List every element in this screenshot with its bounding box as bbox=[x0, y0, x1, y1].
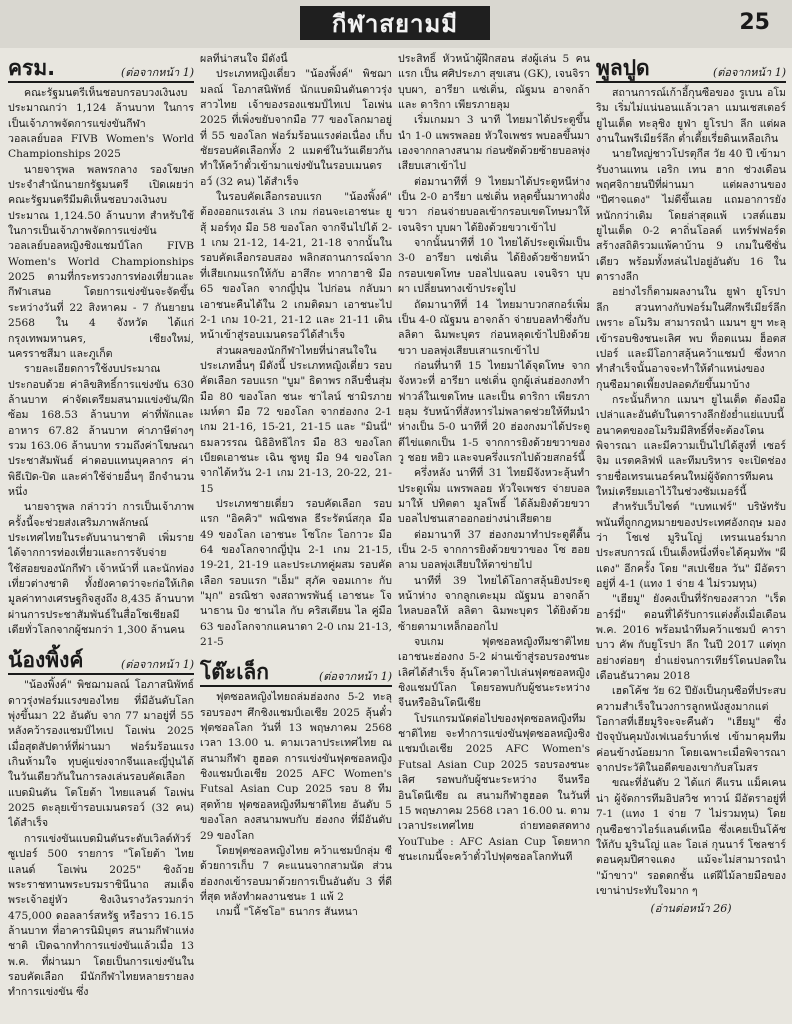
paragraph: รายละเอียดการใช้งบประมาณประกอบด้วย ค่าลิขสิทธิ์การแข่งขัน 630 ล้านบาท ค่าจัดเตรียมสนามแข่งขัน/ฝึกซ้อม 168.53 ล้านบาท ค่าที่พักและอาหาร 67.82 ล้านบาท ค่าภาษีต่างๆ รวม 163.06 ล้านบาท รวมถึงค่าโฆษณาประชาสัมพันธ์ ค่าตอบแทนบุคลากร ค่าพิธีเปิด-ปิด และค่าใช้จ่ายอื่นๆ อีกจำนวนหนึ่ง bbox=[8, 363, 194, 498]
page-masthead bbox=[0, 0, 792, 48]
article-header-nong-pink bbox=[8, 648, 194, 675]
paragraph: กระนั้นก็หาก แมนฯ ยูไนเต็ด ต้องมือเปล่าและอันดับในตารางลีกยังย่ำแย่แบบนี้ อนาคตของอโมริมมีสิทธิ์ที่จะต้องโดนพิจารณา และมีความเป็นไปได้สูงที่ เซอร์จิม แรตคลิฟฟ์ และทีมบริหาร จะเปิดช่องรายชื่อเทรนเนอร์คนใหม่ผู้จัดการทีมคนใหม่เตรียมเอาไว้ในช่วงซัมเมอร์นี้ bbox=[596, 393, 786, 498]
paragraph: ส่วนผลของนักกีฬาไทยที่น่าสนใจในประเภทอื่นๆ มีดังนี้ ประเภทหญิงเดี่ยว รอบคัดเลือก รอบแรก "บูม" ธิดาพร กลีบชื่นสุ่ม มือ 80 ของโลก ชนะ ชาไลน์ ชามิรภาย เมห์ตา มือ 72 ของโลก จากฮ่องกง 2-1 เกม 21-16, 15-21, 21-15 และ "มินนี่" ธมลวรรณ นิธิอิทธิไกร มือ 83 ของโลก เบียดเอาชนะ เฉิน ซูหยู มือ 94 ของโลก จากไต้หวัน 2-1 เกม 21-13, 20-22, 21-15 bbox=[200, 344, 392, 495]
paragraph: นายจารุพล กล่าวว่า การเป็นเจ้าภาพครั้งนี้จะช่วยส่งเสริมภาพลักษณ์ประเทศไทยในระดับนานาชาติ เพิ่มรายได้จากการท่องเที่ยวและการจับจ่ายใช้สอยของนักกีฬา เจ้าหน้าที่ และนักท่องเที่ยวต่างชาติ ทั้งยังคาดว่าจะก่อให้เกิดมูลค่าทางเศรษฐกิจสูงถึง 8,435 ล้านบาท ผ่านการประชาสัมพันธ์ในสื่อโซเชียลมีเดียทั่วโลกจากผู้ชมกว่า 1,300 ล้านคน bbox=[8, 501, 194, 637]
column-1 bbox=[8, 52, 194, 1020]
article-title: พูลปูด bbox=[596, 56, 650, 80]
paragraph: ถัดมานาทีที่ 14 ไทยมาบวกสกอร์เพิ่มเป็น 4-0 ณัฐมน อาจกล้า จ่ายบอลทำซึ่งกับ ลลิตา ฉิมพะบุตร ก่อนหลุดเข้าไปยิงด้วยขวา บอลพุ่งเสียบเสาแรกเข้าไป bbox=[398, 298, 590, 357]
continued-on-page-note: (อ่านต่อหน้า 26) bbox=[650, 902, 732, 916]
page-number: 25 bbox=[739, 10, 770, 35]
section-title: กีฬาสยามมี bbox=[300, 6, 490, 40]
paragraph: "เฮียมู" ยังคงเป็นที่รักของสาวก "เร็ด อาร์มี่" ตอนที่ได้รับการแต่งตั้งเมื่อเดือน พ.ค. 2016 พร้อมนำทีมคว้าแชมป์ คาราบาว คัพ กับยูโรปา ลีก ในปี 2017 แต่ทุกอย่างต่อยๆ ย่ำแย่จนการเทียร์โดนปลดในเดือนธันวาคม 2018 bbox=[596, 593, 786, 683]
column-2 bbox=[200, 52, 392, 1020]
paragraph: คณะรัฐมนตรีเห็นชอบกรอบวงเงินงบประมาณกว่า 1,124 ล้านบาท ในการเป็นเจ้าภาพจัดการแข่งขันกีฬาวอลเลย์บอล FIVB Women's World Championships 2025 bbox=[8, 87, 194, 161]
paragraph: "น้องพิ้งค์" พิชฌามลณ์ โอภาสนิพัทธ์ ดาวรุ่งฟอร์มแรงของไทย ที่มีอันดับโลกพุ่งขึ้นมา 22 อันดับ จาก 77 มาอยู่ที่ 55 หลังคว้ารองแชมป์ไทเป โอเพ่น 2025 เมื่อสุดสัปดาห์ที่ผ่านมา ฟอร์มร้อนแรงเกินห้ามใจ ทุบคู่แข่งจากจีนและญี่ปุ่นได้ในวันเดียวกันในการลงเล่นรอบคัดเลือกแบดมินตัน โตโยต้า ไทยแลนด์ โอเพ่น 2025 ตะลุยเข้ารอบเมนดรอว์ (32 คน) ได้สำเร็จ bbox=[8, 679, 194, 830]
column-4 bbox=[596, 52, 786, 1020]
continued-note: (ต่อจากหน้า 1) bbox=[712, 66, 786, 79]
paragraph: การแข่งขันแบดมินตันระดับเวิลด์ทัวร์ ซูเปอร์ 500 รายการ "โตโยต้า ไทยแลนด์ โอเพ่น 2025" ชิงถ้วยพระราชทานพระบรมราชินีนาถ สมเด็จพระเจ้าอยู่หัว ชิงเงินรางวัลรวมกว่า 475,000 ดอลลาร์สหรัฐ หรือราว 16.15 ล้านบาท ที่อาคารนิมิบุตร สนามกีฬาแห่งชาติ เปิดฉากทำการแข่งขันแล้วเมื่อ 13 พ.ค. ที่ผ่านมา โดยเป็นการแข่งขันในรอบคัดเลือก มีนักกีฬาไทยหลายรายลงทำการแข่งขัน ซึ่ง bbox=[8, 832, 194, 999]
paragraph: นายจารุพล พลพรกลาง รองโฆษกประจำสำนักนายกรัฐมนตรี เปิดเผยว่า คณะรัฐมนตรีมีมติเห็นชอบวงเงินงบประมาณ 1,124.50 ล้านบาท สำหรับใช้ในการเป็นเจ้าภาพจัดการแข่งขันวอลเลย์บอลหญิงชิงแชมป์โลก FIVB Women's World Championships 2025 ตามที่กระทรวงการท่องเที่ยวและกีฬาเสนอ โดยการแข่งขันจะจัดขึ้นระหว่างวันที่ 22 สิงหาคม - 7 กันยายน 2568 ใน 4 จังหวัด ได้แก่ กรุงเทพมหานคร, เชียงใหม่, นครราชสีมา และภูเก็ต bbox=[8, 163, 194, 360]
article-title: โต๊ะเล็ก bbox=[200, 660, 269, 685]
paragraph: ต่อมานาทีที่ 9 ไทยมาได้ประตูหนีห่างเป็น 2-0 อารียา แซ่เติ่น หลุดขึ้นมาทางฝั่งขวา ก่อนจ่ายบอลเข้ากรอบเขตโทษมาให้ เจนจิรา บุบผา ได้ยิงด้วยขวาเข้าไป bbox=[398, 175, 590, 234]
paragraph: ครึ่งหลัง นาทีที่ 31 ไทยมีจังหวะลุ้นทำประตูเพิ่ม แพรพลอย หัวใจเพชร จ่ายบอลมาให้ ปทิตตา มูลโพธิ์ ได้ล้มยิงด้วยขวา บอลไปชนเสาออกอย่างน่าเสียดาย bbox=[398, 467, 590, 526]
paragraph: ผลที่น่าสนใจ มีดังนี้ bbox=[200, 53, 288, 65]
paragraph: ประเภทชายเดี่ยว รอบคัดเลือก รอบแรก "อิคคิว" พณิชพล ธีระรัตน์สกุล มือ 49 ของโลก เอาชนะ โซโกะ โอกาวะ มือ 64 ของโลกจากญี่ปุ่น 2-1 เกม 21-15, 19-21, 21-19 และประเภทคู่ผสม รอบคัดเลือก รอบแรก "เอ็ม" สุภัค จอมเกาะ กับ "มุก" อรณิชา จงสถาพรพันธุ์ เอาชนะ โจนาธาน บิง ชานไล กับ คริสเตียน ไล คู่มือ 63 ของโลกจากแคนาดา 2-0 เกม 21-13, 21-5 bbox=[200, 497, 392, 649]
paragraph: ประสิทธิ์ หัวหน้าผู้ฝึกสอน ส่งผู้เล่น 5 คนแรก เป็น ศศิประภา สุขเสน (GK), เจนจิรา บุบผา, อารียา แซ่เติ่น, ณัฐมน อาจกล้า และ ดาริกา เพียรภายลุม bbox=[398, 53, 590, 112]
continued-note: (ต่อจากหน้า 1) bbox=[318, 670, 392, 684]
column-3 bbox=[398, 52, 590, 1020]
article-title: ครม. bbox=[8, 56, 56, 80]
paragraph: นายใหญ่ชาวโปรตุกีส วัย 40 ปี เข้ามารับงานแทน เอริก เทน ฮาก ช่วงเดือนพฤศจิกายนปีที่ผ่านมา แต่ผลงานของ "ปีศาจแดง" ไม่ดีขึ้นเลย แถมอาการยังหนักกว่าเดิม โดยล่าสุดแพ้ เวสต์แฮม ยูไนเต็ด 0-2 คาถิ่นโอลด์ แทร์ฟฟอร์ด สร้างสถิติรวมแพ้คาบ้าน 9 เกมในซีซั่นเดียว พร้อมทั้งหล่นไปอยู่อันดับ 16 ในตารางลีก bbox=[596, 148, 786, 284]
article-header-futsal bbox=[200, 660, 392, 687]
paragraph: เริ่มเกมมา 3 นาที ไทยมาได้ประตูขึ้นนำ 1-0 แพรพลอย หัวใจเพชร พบอลขึ้นมาเองจากกลางสนาม ก่อนซัดด้วยซ้ายบอลพุ่งเสียบเสาเข้าไป bbox=[398, 114, 590, 173]
paragraph: ก่อนที่นาที 15 ไทยมาได้จุดโทษ จากจังหวะที่ อารียา แซ่เติ่น ถูกผู้เล่นฮ่องกงทำฟาวล์ในเขตโทษ และเป็น ดาริกา เพียรภายลุม รับหน้าที่สังหารไม่พลาดช่วยให้ทีมนำห่างเป็น 5-0 นาทีที่ 20 ฮ่องกงมาได้ประตูตีไข่แตกเป็น 1-5 จากการยิงด้วยขวาของ วู ชอย หยิว และจบครึ่งแรกไปด้วยสกอร์นี้ bbox=[398, 359, 590, 464]
article-header-cabinet bbox=[8, 56, 194, 83]
paragraph: สถานการณ์เก้าอี้กุนซือของ รูเบน อโมริม เริ่มไม่แน่นอนแล้วเวลา แมนเชสเตอร์ ยูไนเต็ด ทะลุชิง ยูฟ่า ยูโรปา ลีก แต่ผลงานในพรีเมียร์ลีก ต่ำเตี้ยเรี่ยดินเหลือเกิน bbox=[596, 87, 786, 146]
paragraph: โดยฟุตซอลหญิงไทย คว้าแชมป์กลุ่ม ซี ด้วยการเก็บ 7 คะแนนจากสามนัด ส่วนฮ่องกงเข้ารอบมาด้วยการเป็นอันดับ 3 ที่ดีที่สุด หลังทำผลงานชนะ 1 แพ้ 2 bbox=[200, 844, 392, 903]
paragraph: เฮดโค้ช วัย 62 ปียังเป็นกุนซือที่ประสบความสำเร็จในวงการลูกหนังสูงมากแต่โอกาสที่เฮียมูริจะจะคืนตัว "เฮียมู" ซึ่งปัจจุบันคุมบังเฟเนอร์บาห์เช่ เข้ามาคุมทีมค่อนข้างน้อยมาก โดยเฉพาะเมื่อพิจารณาจากประวัติในอดีตของเขากับสโมสร bbox=[596, 685, 786, 775]
paragraph: ฟุตซอลหญิงไทยถล่มฮ่องกง 5-2 ทะลุรอบรองฯ ศึกชิงแชมป์เอเชีย 2025 ลุ้นตั๋วฟุตซอลโลก วันที่ 13 พฤษภาคม 2568 เวลา 13.00 น. ตามเวลาประเทศไทย ณ สนามกีฬา ฮูฮอต การแข่งขันฟุตซอลหญิงชิงแชมป์เอเชีย 2025 AFC Women's Futsal Asian Cup 2025 รอบ 8 ทีมสุดท้าย ฟุตซอลหญิงทีมชาติไทย อันดับ 5 ของโลก ลงสนามพบกับ ฮ่องกง ที่มีอันดับ 29 ของโลก bbox=[200, 691, 392, 842]
continued-note: (ต่อจากหน้า 1) bbox=[120, 66, 194, 79]
continued-note: (ต่อจากหน้า 1) bbox=[120, 658, 194, 672]
paragraph: อย่างไรก็ตามผลงานใน ยูฟ่า ยูโรปา ลีก สวนทางกับฟอร์มในศึกพรีเมียร์ลีก เพราะ อโมริม สามารถนำ แมนฯ ยูฯ ทะลุเข้ารอบชิงชนะเลิศ พบ ท็อตแนม ฮ็อตสเปอร์ และมีโอกาสลุ้นคว้าแชมป์ ซึ่งหากทำสำเร็จนั้นอาจจะทำให้ตำแหน่งของ กุนซือมาดเพี้ยงปลอดภัยขึ้นมาบ้าง bbox=[596, 286, 786, 391]
paragraph: ประเภทหญิงเดี่ยว "น้องพิ้งค์" พิชฌามลณ์ โอภาสนิพัทธ์ นักแบดมินตันดาวรุ่งสาวไทย เจ้าของรองแชมป์ไทเป โอเพ่น 2025 ที่เพิ่งขยับจากมือ 77 ของโลกมาอยู่ที่ 55 ของโลก ฟอร์มร้อนแรงต่อเนื่อง เก็บชัยรอบคัดเลือกทั้ง 2 แมตช์ในวันเดียวกัน ทำให้คว้าตั๋วเข้ามาแข่งขันในรอบเมนดรอว์ (32 คน) ได้สำเร็จ bbox=[200, 68, 392, 188]
paragraph: จากนั้นนาทีที่ 10 ไทยได้ประตูเพิ่มเป็น 3-0 อารียา แซ่เติ่น ได้ยิงด้วยซ้ายหน้ากรอบเขตโทษ บอลไปแฉลบ เจนจิรา บุบผา เปลี่ยนทางเข้าประตูไป bbox=[398, 237, 590, 296]
paragraph: โปรแกรมนัดต่อไปของฟุตซอลหญิงทีมชาติไทย จะทำการแข่งขันฟุตซอลหญิงชิงแชมป์เอเชีย 2025 AFC Women's Futsal Asian Cup 2025 รอบรองชนะเลิศ รอพบกับผู้ชนะระหว่าง จีนหรืออินโดนีเซีย ณ สนามกีฬาฮูฮอต ในวันที่ 15 พฤษภาคม 2568 เวลา 16.00 น. ตามเวลาประเทศไทย ถ่ายทอดสดทาง YouTube : AFC Asian Cup โดยหากชนะเกมนี้จะคว้าตั๋วไปฟุตซอลโลกทันที bbox=[398, 712, 590, 863]
article-title: น้องพิ้งค์ bbox=[8, 648, 84, 673]
paragraph: เกมนี้ "โค้ชโอ" ธนากร สันหนา bbox=[216, 906, 358, 919]
paragraph: จบเกม ฟุตซอลหญิงทีมชาติไทย เอาชนะฮ่องกง 5-2 ผ่านเข้าสู่รอบรองชนะเลิศได้สำเร็จ ลุ้นโควตาไปเล่นฟุตซอลหญิงชิงแชมป์โลก โดยรอพบกับผู้ชนะระหว่างจีนหรืออินโดนีเซีย bbox=[398, 636, 590, 710]
paragraph: ในรอบคัดเลือกรอบแรก "น้องพิ้งค์" ต้องออกแรงเล่น 3 เกม ก่อนจะเอาชนะ ยู สุ้ มอร์ทุง มือ 58 ของโลก จากจีนไปได้ 2-1 เกม 21-12, 14-21, 21-18 จากนั้นในรอบคัดเลือกรอบสอง พลิกสถานการณ์จากที่เสียเกมแรกให้กับ อาสึกะ ทากาฮาชิ มือ 65 ของโลก จากญี่ปุ่น ไปก่อน กลับมาเอาชนะคืนได้ใน 2 เกมติดมา เอาชนะไป 2-1 เกม 10-21, 21-12 และ 21-11 เดินหน้าเข้าสู่รอบเมนดรอว์ได้สำเร็จ bbox=[200, 191, 392, 342]
paragraph: สำหรับเว็บไซต์ "เบทแฟร์" บริษัทรับพนันที่ถูกกฎหมายของประเทศอังกฤษ มองว่า โชเช่ มูรินโญ่ เทรนเนอร์มากประสบการณ์ เป็นเต็งหนึ่งที่จะได้คุมทัพ "ผีแดง" อีกครั้ง โดย "สเปเชียล วัน" มีอัตราอยู่ที่ 4-1 (แทง 1 จ่าย 4 ไม่รวมทุน) bbox=[596, 501, 786, 590]
paragraph: นาทีที่ 39 ไทยได้โอกาสลุ้นยิงประตูหน้าห่าง จากลูกเตะมุม ณัฐมน อาจกล้า ไหลบอลให้ ลลิตา ฉิมพะบุตร ได้ยิงด้วยซ้ายตามาเหล็กออกไป bbox=[398, 574, 590, 633]
paragraph: ต่อมานาที 37 ฮ่องกงมาทำประตูตีตื้นเป็น 2-5 จากการยิงด้วยขวาของ โซ ฮอย ลาม บอลพุ่งเสียบให้ตาข่ายไป bbox=[398, 528, 590, 572]
paragraph: ขณะที่อันดับ 2 ได้แก่ คีแรน แม็คเคนน่า ผู้จัดการทีมอิปสวิช ทาวน์ มีอัตราอยู่ที่ 7-1 (แทง 1 จ่าย 7 ไม่รวมทุน) โดย กุนซือชาวไอร์แลนด์เหนือ ซึ่งเคยเป็นโค้ชให้กับ มูรินโญ่ และ โอเล่ กุนนาร์ โซลชาร์ ตอนคุมปีศาจแดง แม้จะไม่สามารถนำ "ม้าขาว" รอดตกชั้น แต่ฝีไม้ลายมือของเขาน่าประทับใจมาก ๆ bbox=[596, 777, 786, 897]
article-header-pool-pood bbox=[596, 56, 786, 83]
